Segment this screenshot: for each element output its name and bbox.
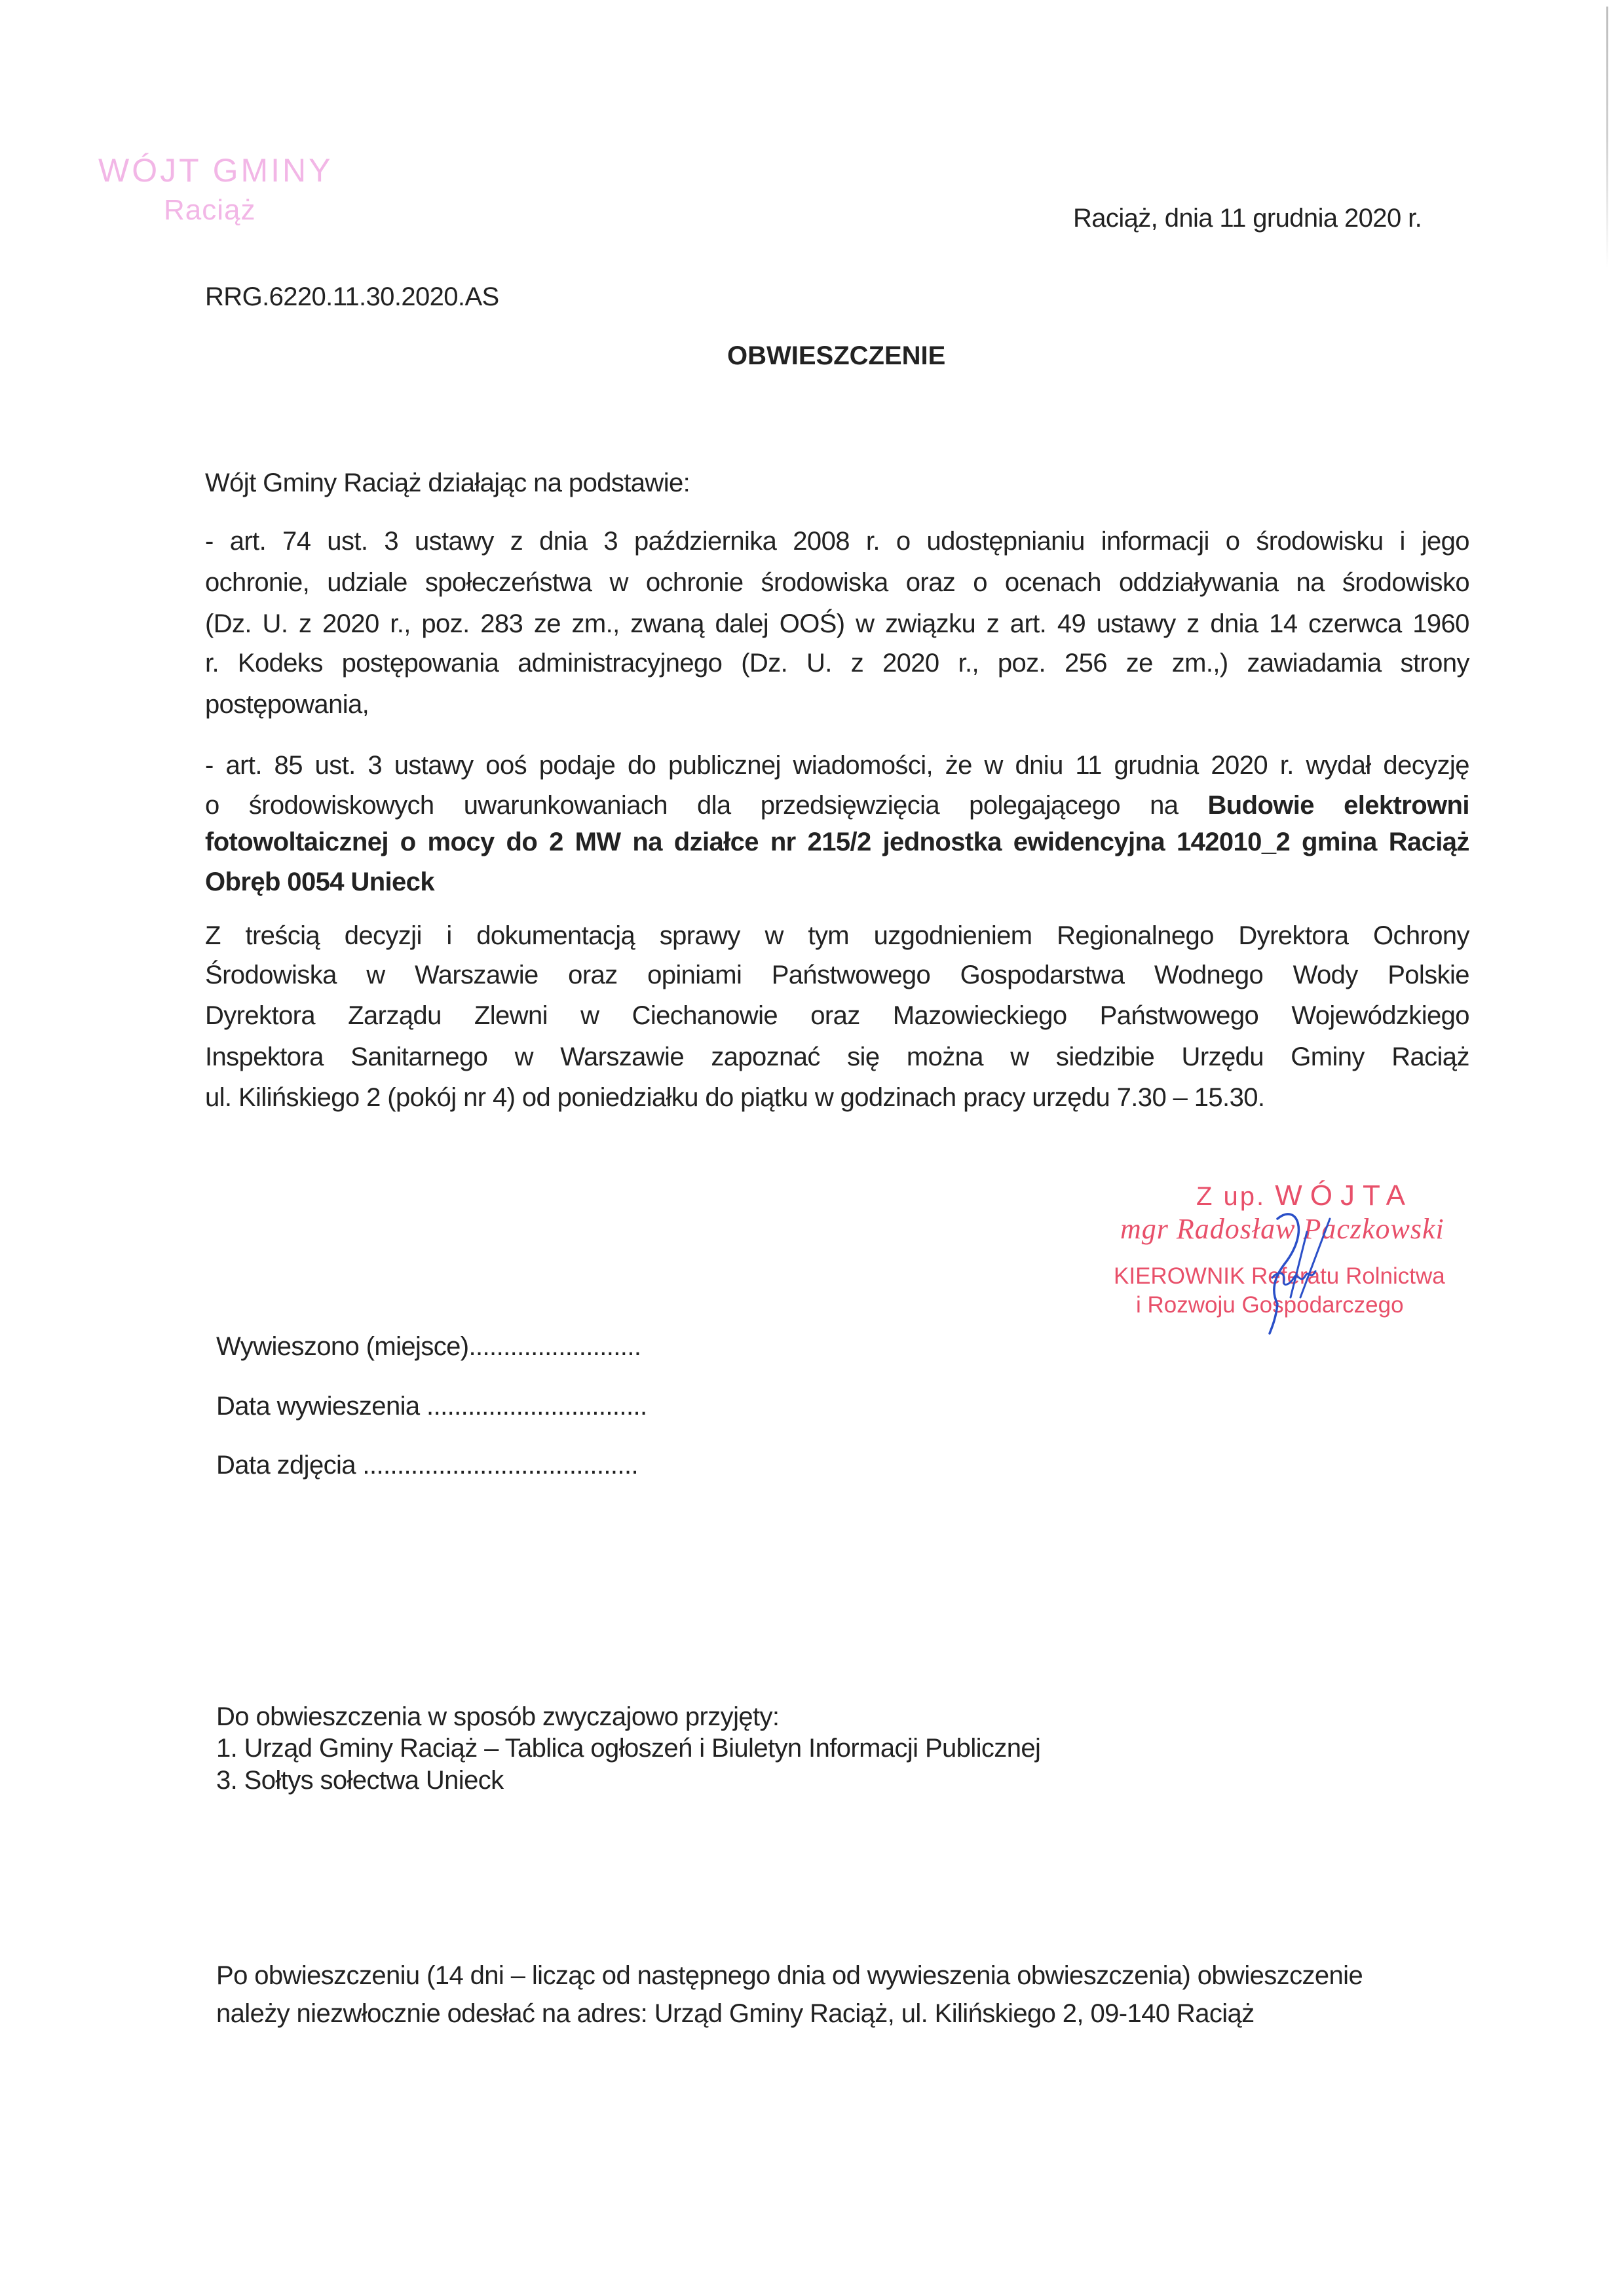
word: Polskie (1388, 961, 1469, 989)
word: oddziaływania (1119, 568, 1279, 597)
word: nr (770, 828, 796, 856)
word: strony (1400, 649, 1469, 678)
word: Dyrektora (205, 1001, 315, 1030)
posting-date-field (216, 1393, 647, 1419)
word: ust. (314, 751, 356, 780)
word: Środowiska (205, 961, 337, 989)
word: udziale (327, 568, 407, 597)
word: jednostka (882, 828, 1002, 856)
word: dnia (539, 527, 588, 556)
word: dnia (1210, 609, 1258, 638)
word: 2020 (882, 649, 939, 678)
word: r., (958, 649, 979, 678)
word: ochronie, (205, 568, 310, 597)
word: Gospodarstwa (960, 961, 1125, 989)
word: można (906, 1043, 983, 1071)
field-label: Data wywieszenia (216, 1392, 420, 1421)
word: Dyrektora (1238, 921, 1349, 950)
word: o (973, 568, 987, 597)
word: Wojewódzkiego (1291, 1001, 1469, 1030)
signature-stamp-position-1: KIEROWNIK Referatu Rolnictwa (1114, 1263, 1445, 1289)
text-line (205, 962, 1469, 988)
word: Warszawie (560, 1043, 684, 1071)
word: w (765, 921, 784, 950)
word: opiniami (647, 961, 742, 989)
text-line (205, 1044, 1469, 1070)
word: z (510, 527, 523, 556)
word: r. (1279, 751, 1294, 780)
word: zm., (571, 609, 620, 638)
word: grudnia (1114, 751, 1199, 780)
text-line (205, 611, 1469, 637)
word: poz. (421, 609, 470, 638)
word: ochronie (645, 568, 744, 597)
text-line (205, 923, 1469, 949)
word: (Dz. (205, 609, 252, 638)
word: Regionalnego (1057, 921, 1214, 950)
word: 215/2 (807, 828, 871, 856)
word: art. (1010, 609, 1047, 638)
word: r. (865, 527, 880, 556)
word: Gminy (1291, 1043, 1365, 1071)
distribution-heading: Do obwieszczenia w sposób zwyczajowo przyjęty: (216, 1702, 780, 1731)
word: w (1010, 1043, 1029, 1071)
word: podaje (538, 751, 616, 780)
word: oraz (568, 961, 618, 989)
word: dniu (1015, 751, 1063, 780)
word: mocy (427, 828, 495, 856)
field-blank: ........................................ (355, 1451, 638, 1480)
text-line (205, 1003, 1469, 1029)
word: o (205, 791, 219, 820)
signature-stamp-name: mgr Radosław Paczkowski (1120, 1213, 1445, 1245)
word: Zarządu (348, 1001, 442, 1030)
word: zapoznać (711, 1043, 820, 1071)
word: (Dz. (741, 649, 788, 678)
word: ocenach (1004, 568, 1101, 597)
word: gmina (1302, 828, 1377, 856)
word: w (366, 961, 385, 989)
word: zwaną (630, 609, 704, 638)
field-label: Wywieszono (miejsce) (216, 1332, 469, 1361)
word: poz. (997, 649, 1046, 678)
word: 3 (603, 527, 618, 556)
word: Państwowego (1099, 1001, 1259, 1030)
word: U. (806, 649, 832, 678)
word: publicznej (668, 751, 781, 780)
word: w (856, 609, 875, 638)
word: Warszawie (415, 961, 538, 989)
word: się (847, 1043, 880, 1071)
office-stamp (98, 154, 333, 225)
distribution-item: 3. Sołtys sołectwa Unieck (216, 1766, 504, 1795)
word: o (1225, 527, 1240, 556)
word: siedzibie (1055, 1043, 1155, 1071)
word: zawiadamia (1247, 649, 1382, 678)
word: w (609, 568, 628, 597)
word: Z (205, 921, 221, 950)
word: 74 (282, 527, 311, 556)
word: administracyjnego (518, 649, 723, 678)
word: Wody (1293, 961, 1358, 989)
word: OOŚ) (779, 609, 845, 638)
intro-text: Wójt Gminy Raciąż działając na podstawie: (205, 469, 690, 497)
word: 11 (1075, 751, 1102, 780)
word: fotowoltaicznej (205, 828, 388, 856)
word: r., (390, 609, 411, 638)
text-line: Po obwieszczeniu (14 dni – licząc od następnego dnia od wywieszenia obwieszczenia) obwieszczenie (216, 1961, 1363, 1990)
word: że (945, 751, 972, 780)
scan-edge-line (1606, 7, 1608, 269)
text-line (205, 792, 1469, 818)
word: 14 (1269, 609, 1298, 638)
word: Zlewni (474, 1001, 548, 1030)
word: wiadomości, (793, 751, 934, 780)
word: dalej (715, 609, 769, 638)
project-location: Obręb 0054 Unieck (205, 868, 434, 896)
signature-stamp-prefix: Z up. (1196, 1182, 1266, 1211)
reference-number: RRG.6220.11.30.2020.AS (205, 282, 499, 311)
word: Wodnego (1154, 961, 1264, 989)
word: oraz (905, 568, 956, 597)
word: ustawy (1096, 609, 1176, 638)
word: 2 (549, 828, 563, 856)
word: ze (1125, 649, 1153, 678)
word: U. (262, 609, 288, 638)
word: 85 (274, 751, 303, 780)
word: Raciąż (1391, 1043, 1469, 1071)
word: o (400, 828, 416, 856)
text-line: należy niezwłocznie odesłać na adres: Urząd Gminy Raciąż, ul. Kilińskiego 2, 09-140 Raciąż (216, 1999, 1255, 2028)
word: zm.,) (1171, 649, 1228, 678)
word: - (205, 751, 214, 780)
word: decyzję (1383, 751, 1469, 780)
word: z (850, 649, 864, 678)
word: ustawy (394, 751, 474, 780)
signature-stamp-office: WÓJTA (1275, 1179, 1413, 1212)
word: Mazowieckiego (892, 1001, 1067, 1030)
office-stamp-title: WÓJT GMINY (98, 152, 333, 189)
word: 2020 (322, 609, 379, 638)
word: czerwca (1308, 609, 1402, 638)
word: 1960 (1412, 609, 1469, 638)
text-line: postępowania, (205, 690, 369, 719)
word: na (1150, 791, 1179, 820)
word: 3 (384, 527, 398, 556)
word: 2020 (1211, 751, 1268, 780)
text-line (205, 650, 1469, 676)
text-line (205, 528, 1469, 554)
word: i (1399, 527, 1405, 556)
word: treścią (245, 921, 320, 950)
word: środowiskowych (248, 791, 434, 820)
word: Urzędu (1181, 1043, 1264, 1071)
word: środowisko (1342, 568, 1469, 597)
word: ooś (485, 751, 527, 780)
word-bold: Budowie (1207, 791, 1314, 820)
word: - (205, 527, 214, 556)
word: uzgodnieniem (873, 921, 1032, 950)
word: Ochrony (1372, 921, 1469, 950)
field-label: Data zdjęcia (216, 1451, 356, 1480)
signature-stamp-position-2: i Rozwoju Gospodarczego (1136, 1292, 1404, 1318)
word: do (627, 751, 656, 780)
field-blank: ................................ (419, 1392, 647, 1421)
word: 2008 (793, 527, 850, 556)
text-line: ul. Kilińskiego 2 (pokój nr 4) od poniedziałku do piątku w godzinach pracy urzędu 7.30 – 15.30. (205, 1083, 1265, 1112)
word: wydał (1306, 751, 1371, 780)
word: udostępnianiu (926, 527, 1085, 556)
word: w (984, 751, 1003, 780)
word: z (1186, 609, 1199, 638)
distribution-item: 1. Urząd Gminy Raciąż – Tablica ogłoszeń i Biuletyn Informacji Publicznej (216, 1734, 1041, 1763)
word: 256 (1064, 649, 1107, 678)
word: o (896, 527, 911, 556)
word: 283 (480, 609, 523, 638)
office-stamp-place: Raciąż (164, 194, 256, 226)
word: Ciechanowie (632, 1001, 778, 1030)
removal-date-field (216, 1452, 638, 1478)
handwritten-signature (1238, 1206, 1369, 1337)
posting-place-field (216, 1333, 641, 1360)
word: na (1296, 568, 1325, 597)
word: dla (697, 791, 731, 820)
word: decyzji (344, 921, 422, 950)
word: ewidencyjna (1013, 828, 1165, 856)
word: 49 (1057, 609, 1086, 638)
word: Państwowego (771, 961, 931, 989)
word: ustawy (414, 527, 494, 556)
word-bold: elektrowni (1344, 791, 1469, 820)
word: r. (205, 649, 219, 678)
word: Sanitarnego (350, 1043, 488, 1071)
word: oraz (810, 1001, 860, 1030)
word: sprawy (659, 921, 740, 950)
word: polegającego (969, 791, 1120, 820)
word: działce (673, 828, 759, 856)
word: 142010_2 (1176, 828, 1291, 856)
word: Inspektora (205, 1043, 324, 1071)
word: w (514, 1043, 533, 1071)
word: na (632, 828, 662, 856)
word: Kodeks (237, 649, 323, 678)
word: z (986, 609, 1000, 638)
word: postępowania (341, 649, 499, 678)
word: przedsięwzięcia (760, 791, 940, 820)
word: ze (533, 609, 561, 638)
word: środowisku (1256, 527, 1384, 556)
place-date: Raciąż, dnia 11 grudnia 2020 r. (1073, 204, 1422, 233)
word: 3 (368, 751, 382, 780)
word: i (446, 921, 452, 950)
word: MW (575, 828, 621, 856)
word: z (298, 609, 312, 638)
document-title: OBWIESZCZENIE (727, 341, 946, 370)
word: do (506, 828, 538, 856)
word: października (633, 527, 777, 556)
word: w (580, 1001, 599, 1030)
word: informacji (1101, 527, 1209, 556)
text-line (205, 752, 1469, 778)
word: art. (225, 751, 262, 780)
word: uwarunkowaniach (463, 791, 668, 820)
word: związku (885, 609, 976, 638)
word: społeczeństwa (425, 568, 592, 597)
word: dokumentacją (476, 921, 635, 950)
word: art. (229, 527, 267, 556)
word: tym (808, 921, 849, 950)
word: środowiska (761, 568, 888, 597)
text-line (205, 569, 1469, 596)
project-description (205, 829, 1469, 855)
word: Raciąż (1388, 828, 1469, 856)
word: ust. (327, 527, 368, 556)
field-blank: ......................... (468, 1332, 641, 1361)
word: jego (1421, 527, 1469, 556)
